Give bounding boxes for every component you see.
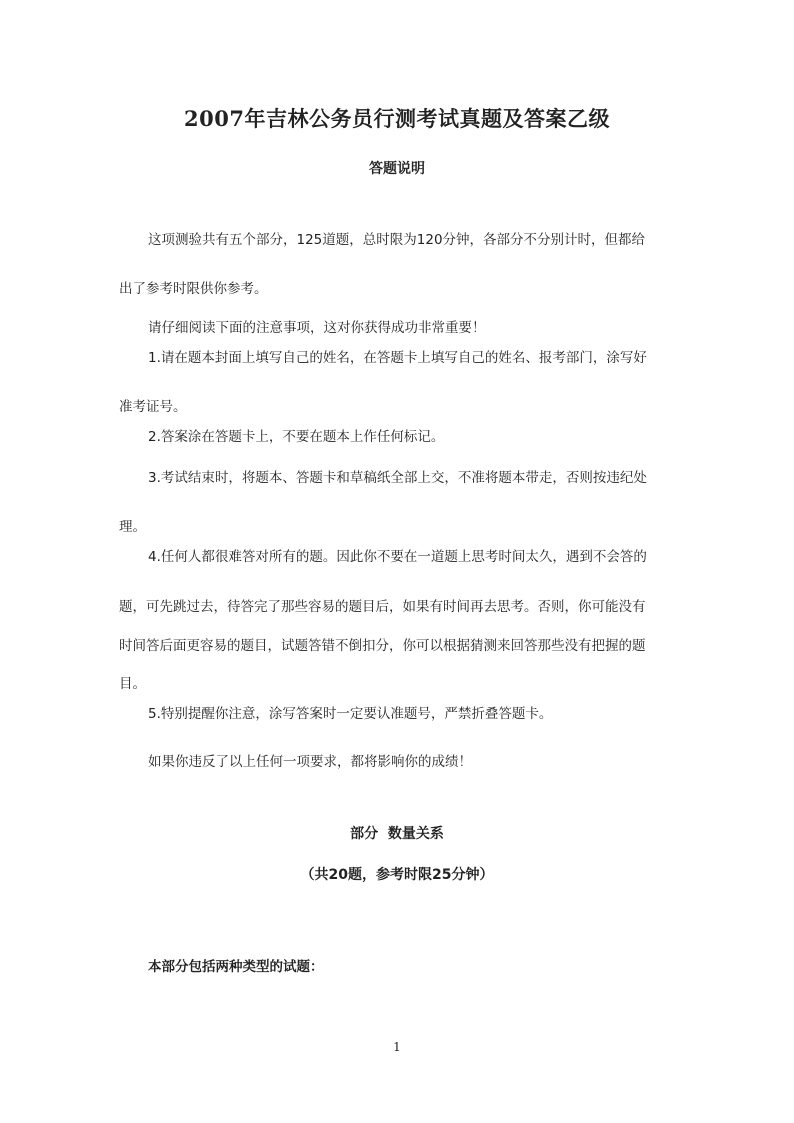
rule-4-line-3: 时间答后面更容易的题目，试题答错不倒扣分，你可以根据猜测来回答那些没有把握的题 xyxy=(119,638,646,654)
document-title: 2007年吉林公务员行测考试真题及答案乙级 xyxy=(184,106,610,131)
rule-3-line-1: 3.考试结束时，将题本、答题卡和草稿纸全部上交，不准将题本带走，否则按违纪处 xyxy=(148,470,647,486)
notice-text: 请仔细阅读下面的注意事项，这对你获得成功非常重要！ xyxy=(148,320,486,336)
rule-4-line-4: 目。 xyxy=(119,676,146,692)
section-title: 部分 数量关系 xyxy=(350,826,444,842)
warning-text: 如果你违反了以上任何一项要求，都将影响你的成绩！ xyxy=(148,754,472,770)
section-info: （共20题，参考时限25分钟） xyxy=(300,867,494,883)
rule-3-line-2: 理。 xyxy=(119,519,146,535)
rule-4-line-2: 题，可先跳过去，待答完了那些容易的题目后，如果有时间再去思考。否则，你可能没有 xyxy=(119,599,646,615)
rule-1-line-2: 准考证号。 xyxy=(119,399,187,415)
rule-5: 5.特别提醒你注意，涂写答案时一定要认准题号，严禁折叠答题卡。 xyxy=(148,706,553,722)
intro-line-2: 出了参考时限供你参考。 xyxy=(119,281,268,297)
instructions-heading: 答题说明 xyxy=(369,161,425,177)
intro-line-1: 这项测验共有五个部分，125道题，总时限为120分钟，各部分不分别计时，但都给 xyxy=(148,232,646,248)
page-number: 1 xyxy=(393,1040,401,1054)
rule-1-line-1: 1.请在题本封面上填写自己的姓名，在答题卡上填写自己的姓名、报考部门，涂写好 xyxy=(148,350,647,366)
rule-4-line-1: 4.任何人都很难答对所有的题。因此你不要在一道题上思考时间太久，遇到不会答的 xyxy=(148,549,647,565)
rule-2: 2.答案涂在答题卡上，不要在题本上作任何标记。 xyxy=(148,429,445,445)
section-intro: 本部分包括两种类型的试题： xyxy=(148,959,324,975)
